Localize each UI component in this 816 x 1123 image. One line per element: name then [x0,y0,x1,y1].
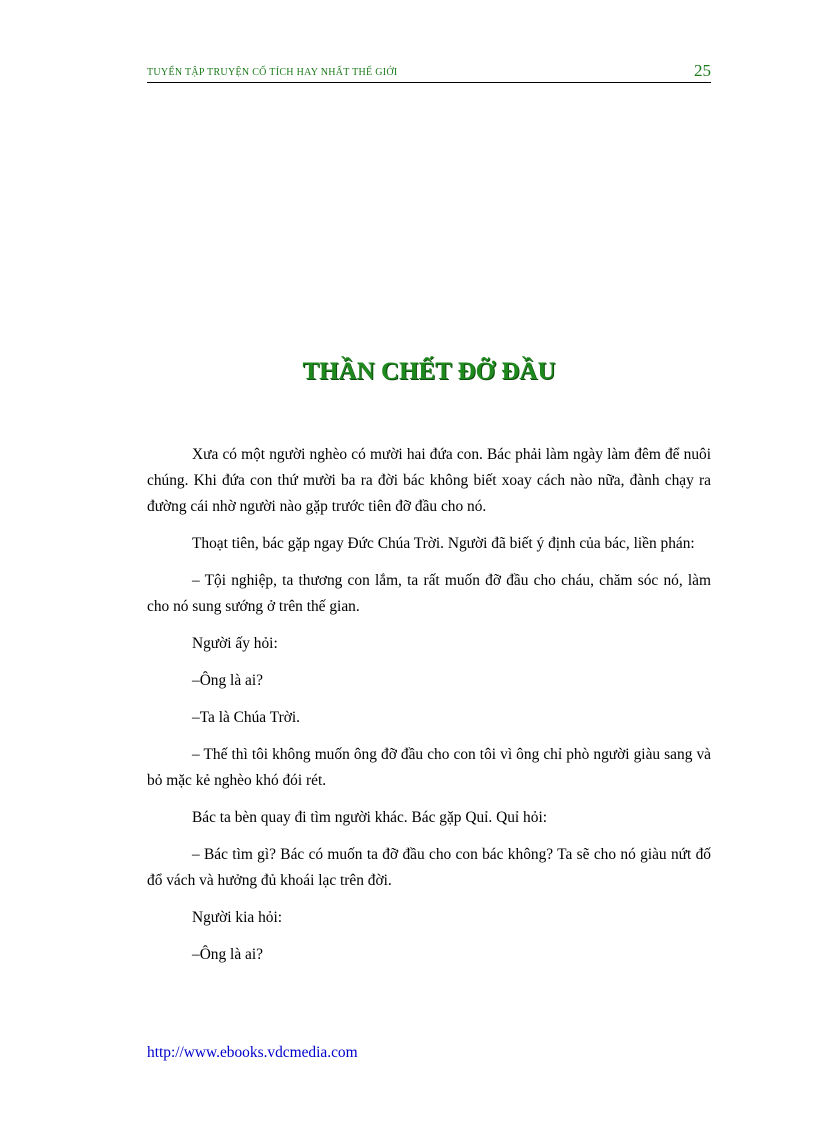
paragraph: Thoạt tiên, bác gặp ngay Đức Chúa Trời. Người đã biết ý định của bác, liền phán: [192,535,695,552]
chapter-title: THẦN CHẾT ĐỠ ĐẦU [302,358,556,385]
paragraph: –Ông là ai? [192,672,263,689]
paragraph: – Bác tìm gì? Bác có muốn ta đỡ đầu cho con bác không? Ta sẽ cho nó giàu nứt đố đổ vách và hưởng đủ khoái lạc trên đời. [147,846,711,889]
paragraph: – Tội nghiệp, ta thương con lắm, ta rất muốn đỡ đầu cho cháu, chăm sóc nó, làm cho nó sung sướng ở trên thế gian. [147,572,711,615]
paragraph: Người ấy hỏi: [192,635,278,652]
running-header [147,60,711,83]
paragraph: Xưa có một người nghèo có mười hai đứa con. Bác phải làm ngày làm đêm để nuôi chúng. Khi đứa con thứ mười ba ra đời bác không biết xoay cách nào nữa, đành chạy ra đường cái nhờ người nào gặp trước tiên đỡ đầu cho nó. [147,446,711,515]
footer-website-link[interactable]: http://www.ebooks.vdcmedia.com [147,1044,358,1061]
body-text [147,442,711,979]
paragraph: –Ông là ai? [192,946,263,963]
page-number: 25 [694,61,711,80]
paragraph: Người kia hỏi: [192,909,283,926]
paragraph: – Thế thì tôi không muốn ông đỡ đầu cho con tôi vì ông chỉ phò người giàu sang và bỏ mặc kẻ nghèo khó đói rét. [147,746,711,789]
book-title: TUYỂN TẬP TRUYỆN CỔ TÍCH HAY NHẤT THẾ GIỚI [147,67,398,78]
paragraph: –Ta là Chúa Trời. [192,709,300,726]
paragraph: Bác ta bèn quay đi tìm người khác. Bác gặp Quỉ. Quỉ hỏi: [192,809,547,826]
